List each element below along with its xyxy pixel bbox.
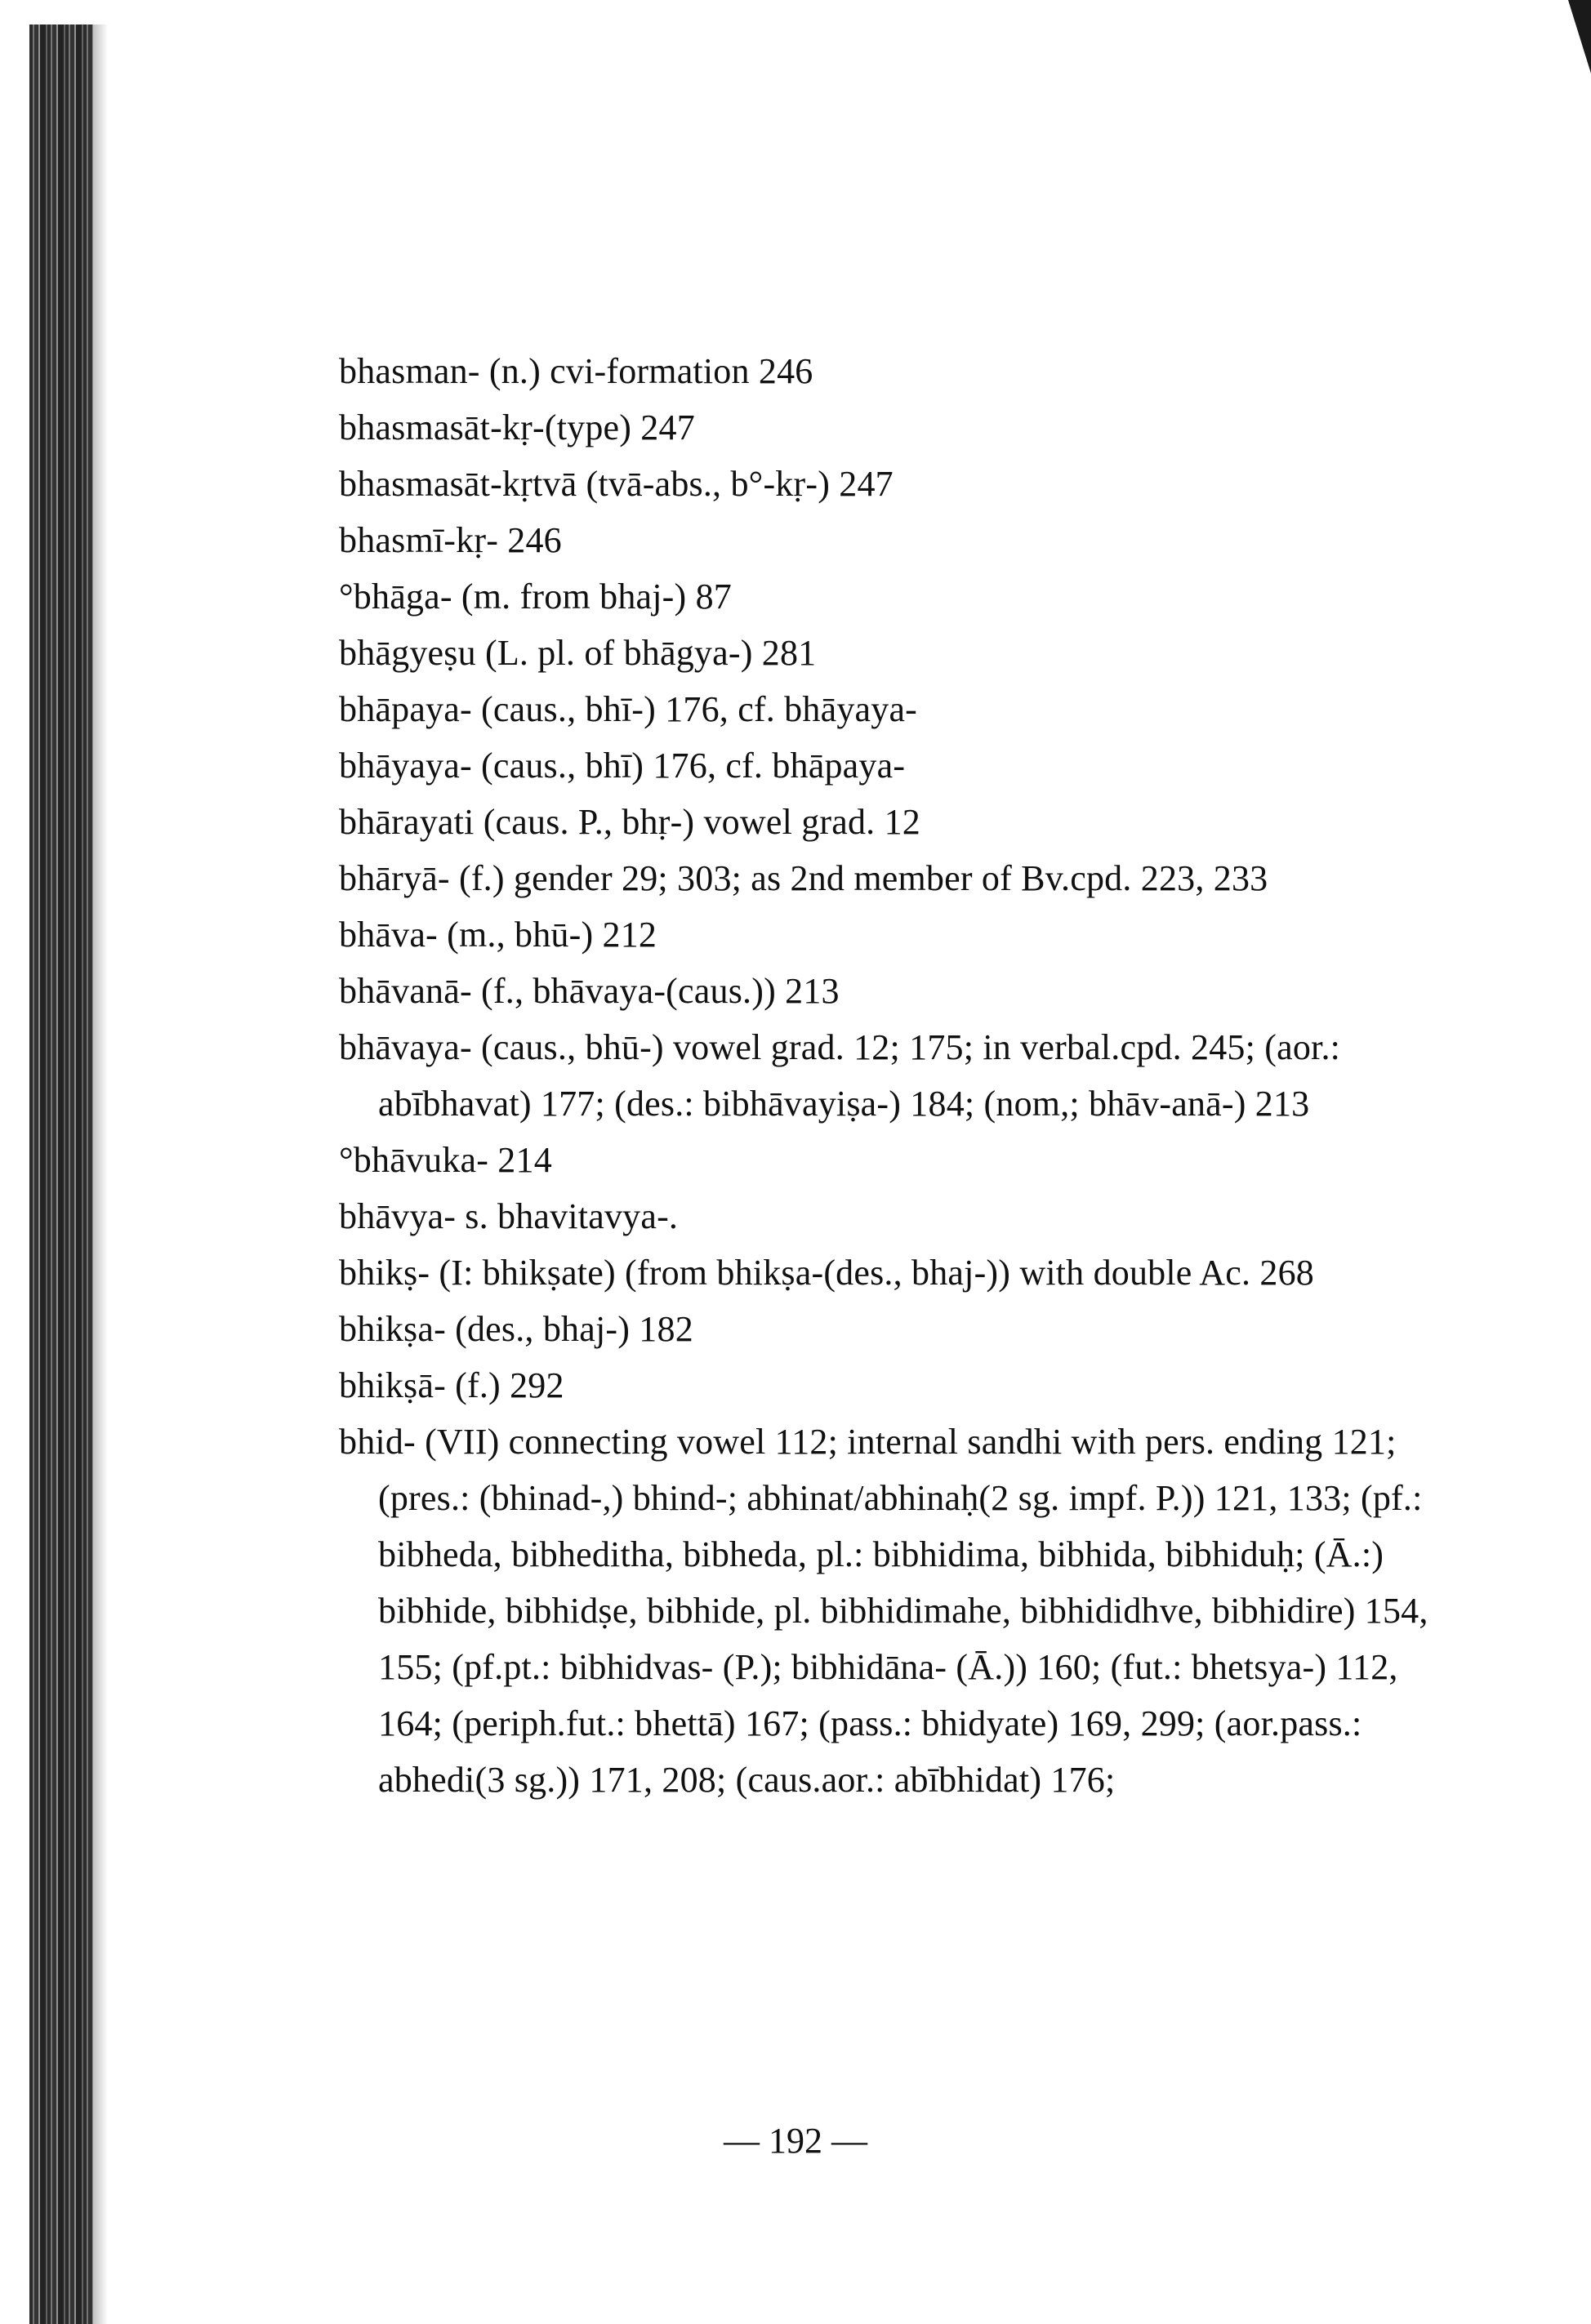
index-entry-bhava: bhāva- (m., bhū-) 212 xyxy=(339,915,657,955)
index-entry-bhagyesu: bhāgyeṣu (L. pl. of bhāgya-) 281 xyxy=(339,633,817,673)
index-entry-bharya: bhāryā- (f.) gender 29; 303; as 2nd member of Bv.cpd. 223, 233 xyxy=(339,858,1268,898)
index-entry-bhayaya: bhāyaya- (caus., bhī) 176, cf. bhāpaya- xyxy=(339,746,906,786)
index-entry-bhaga: °bhāga- (m. from bhaj-) 87 xyxy=(339,577,732,617)
index-entry-bhasmasat-krtva: bhasmasāt-kṛtvā (tvā-abs., b°-kṛ-) 247 xyxy=(339,464,894,504)
index-entry-bhasman: bhasman- (n.) cvi-formation 246 xyxy=(339,351,813,391)
index-page-content xyxy=(339,343,1433,1808)
index-entry-bhiksa: bhikṣa- (des., bhaj-) 182 xyxy=(339,1309,693,1349)
index-entry-bhapaya: bhāpaya- (caus., bhī-) 176, cf. bhāyaya- xyxy=(339,689,918,729)
page-number: — 192 — xyxy=(724,2121,867,2161)
index-entry-bhavuka: °bhāvuka- 214 xyxy=(339,1140,552,1180)
index-entry-bhid: bhid- (VII) connecting vowel 112; internal sandhi with pers. ending 121; (pres.: (bhinad-,) bhind-; abhinat/abhinaḥ(2 sg. impf. P.)) 121, 133; (pf.: bibheda, bibheditha, bibheda, pl.: bibhidima, bibhida, bibhiduḥ; (Ā.:) bibhide, bibhidṣe, bibhide, pl. bibhidimahe, bibhididhve, bibhidire) 154, 155; (pf.pt.: bibhidvas- (P.); bibhidāna- (Ā.)) 160; (fut.: bhetsya-) 112, 164; (periph.fut.: bhettā) 167; (pass.: bhidyate) 169, 299; (aor.pass.: abhedi(3 sg.)) 171, 208; (caus.aor.: abībhidat) 176; xyxy=(339,1422,1428,1800)
index-entry-bhiksa-f: bhikṣā- (f.) 292 xyxy=(339,1365,564,1405)
index-entry-bhavana: bhāvanā- (f., bhāvaya-(caus.)) 213 xyxy=(339,971,840,1011)
index-entry-bhavaya: bhāvaya- (caus., bhū-) vowel grad. 12; 175; in verbal.cpd. 245; (aor.: abībhavat) 177; (des.: bibhāvayiṣa-) 184; (nom,; bhāv-anā-) 213 xyxy=(339,1027,1341,1124)
scan-binding-strip xyxy=(29,24,93,2324)
index-entry-bhiks: bhikṣ- (I: bhikṣate) (from bhikṣa-(des., bhaj-)) with double Ac. 268 xyxy=(339,1253,1314,1293)
index-entry-bhavya: bhāvya- s. bhavitavya-. xyxy=(339,1196,679,1236)
index-entry-bhasmi-kr: bhasmī-kṛ- 246 xyxy=(339,520,562,560)
corner-mark xyxy=(1568,0,1591,73)
index-entry-bharayati: bhārayati (caus. P., bhṛ-) vowel grad. 12 xyxy=(339,802,920,842)
index-entry-bhasmasat-kr: bhasmasāt-kṛ-(type) 247 xyxy=(339,407,695,447)
